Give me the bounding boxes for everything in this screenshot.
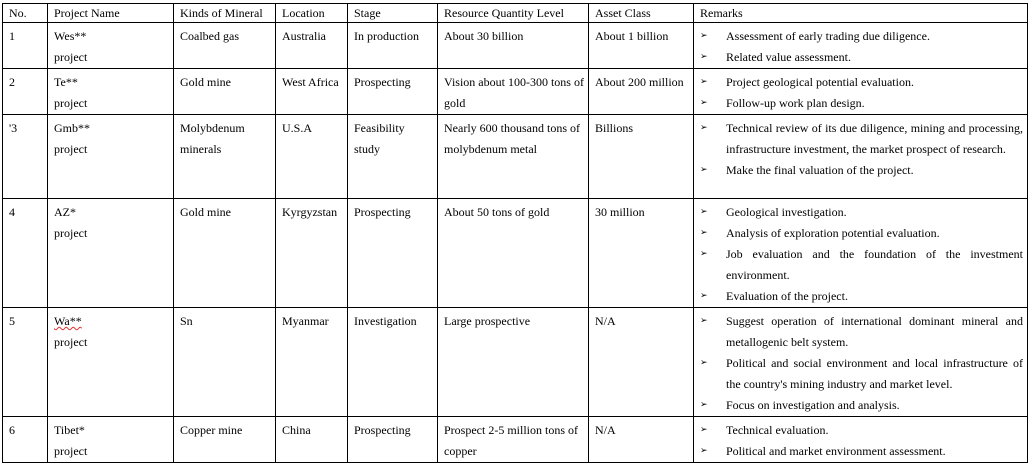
table-row (3, 308, 1028, 417)
remark-text: Assessment of early trading due diligence. (726, 29, 930, 43)
remark-item (700, 311, 1023, 353)
arrow-bullet-icon: ➢ (700, 446, 708, 456)
project-name: Wes** (54, 29, 87, 43)
remark-text: Technical evaluation. (726, 423, 829, 437)
remark-item (700, 72, 1023, 93)
cell-asset-class: 30 million (589, 199, 694, 308)
cell-project-name (48, 417, 174, 463)
remark-text: Political and market environment assessment. (726, 444, 946, 458)
cell-stage: Prospecting (348, 69, 438, 115)
cell-location: Myanmar (276, 308, 348, 417)
arrow-bullet-icon: ➢ (700, 425, 708, 435)
project-name: Te** (54, 75, 78, 89)
cell-remarks (694, 69, 1028, 115)
cell-mineral: Copper mine (174, 417, 276, 463)
cell-location: West Africa (276, 69, 348, 115)
table-row (3, 69, 1028, 115)
cell-location: Kyrgyzstan (276, 199, 348, 308)
header-row (3, 4, 1028, 23)
arrow-bullet-icon: ➢ (700, 400, 708, 410)
cell-project-name (48, 23, 174, 69)
project-suffix: project (54, 50, 88, 64)
arrow-bullet-icon: ➢ (700, 228, 708, 238)
remark-item (700, 202, 1023, 223)
cell-asset-class: N/A (589, 417, 694, 463)
remark-text: Related value assessment. (726, 50, 851, 64)
cell-asset-class: About 1 billion (589, 23, 694, 69)
project-name: Wa** (54, 314, 82, 328)
arrow-bullet-icon: ➢ (700, 77, 708, 87)
cell-no: 1 (3, 23, 48, 69)
cell-project-name (48, 199, 174, 308)
arrow-bullet-icon: ➢ (700, 249, 708, 259)
header-project-name: Project Name (48, 4, 174, 23)
arrow-bullet-icon: ➢ (700, 358, 708, 368)
cell-location: China (276, 417, 348, 463)
header-kinds-of-mineral: Kinds of Mineral (174, 4, 276, 23)
arrow-bullet-icon: ➢ (700, 31, 708, 41)
project-suffix: project (54, 142, 88, 156)
remark-text: Job evaluation and the foundation of the investment environment. (726, 247, 1023, 282)
remark-item (700, 441, 1023, 462)
remark-item (700, 353, 1023, 395)
remark-text: Geological investigation. (726, 205, 847, 219)
remark-text: Evaluation of the project. (726, 289, 848, 303)
cell-remarks (694, 308, 1028, 417)
project-suffix: project (54, 96, 88, 110)
remark-item (700, 160, 1023, 181)
cell-no: 6 (3, 417, 48, 463)
cell-resource-quantity: About 30 billion (438, 23, 589, 69)
table-row (3, 115, 1028, 199)
project-name: AZ* (54, 205, 76, 219)
arrow-bullet-icon: ➢ (700, 316, 708, 326)
remark-text: Make the final valuation of the project. (726, 163, 914, 177)
cell-resource-quantity: About 50 tons of gold (438, 199, 589, 308)
cell-project-name (48, 308, 174, 417)
arrow-bullet-icon: ➢ (700, 291, 708, 301)
remark-item (700, 395, 1023, 416)
project-suffix: project (54, 226, 88, 240)
header-resource-quantity: Resource Quantity Level (438, 4, 589, 23)
arrow-bullet-icon: ➢ (700, 123, 708, 133)
cell-stage: Prospecting (348, 417, 438, 463)
remark-text: Project geological potential evaluation. (726, 75, 914, 89)
table-row (3, 417, 1028, 463)
arrow-bullet-icon: ➢ (700, 52, 708, 62)
arrow-bullet-icon: ➢ (700, 207, 708, 217)
remark-item (700, 47, 1023, 68)
cell-resource-quantity: Nearly 600 thousand tons of molybdenum metal (438, 115, 589, 199)
cell-mineral: Gold mine (174, 69, 276, 115)
project-suffix: project (54, 444, 88, 458)
remark-text: Political and social environment and local infrastructure of the country's mining industry and market level. (726, 356, 1023, 391)
arrow-bullet-icon: ➢ (700, 98, 708, 108)
remark-item (700, 223, 1023, 244)
cell-asset-class: Billions (589, 115, 694, 199)
cell-mineral: Molybdenum minerals (174, 115, 276, 199)
cell-remarks (694, 115, 1028, 199)
cell-no: '3 (3, 115, 48, 199)
remark-text: Focus on investigation and analysis. (726, 398, 900, 412)
remark-item (700, 286, 1023, 307)
table-row (3, 199, 1028, 308)
cell-location: U.S.A (276, 115, 348, 199)
table-row (3, 23, 1028, 69)
cell-resource-quantity: Large prospective (438, 308, 589, 417)
arrow-bullet-icon: ➢ (700, 165, 708, 175)
remark-item (700, 93, 1023, 114)
project-suffix: project (54, 335, 88, 349)
project-name: Tibet* (54, 423, 85, 437)
cell-no: 4 (3, 199, 48, 308)
project-name: Gmb** (54, 121, 90, 135)
remark-text: Suggest operation of international dominant mineral and metallogenic belt system. (726, 314, 1023, 349)
cell-asset-class: N/A (589, 308, 694, 417)
cell-mineral: Sn (174, 308, 276, 417)
cell-stage: Feasibility study (348, 115, 438, 199)
remark-text: Follow-up work plan design. (726, 96, 865, 110)
cell-no: 5 (3, 308, 48, 417)
cell-no: 2 (3, 69, 48, 115)
header-location: Location (276, 4, 348, 23)
header-stage: Stage (348, 4, 438, 23)
cell-stage: In production (348, 23, 438, 69)
cell-location: Australia (276, 23, 348, 69)
cell-asset-class: About 200 million (589, 69, 694, 115)
header-no: No. (3, 4, 48, 23)
remark-item (700, 244, 1023, 286)
cell-stage: Investigation (348, 308, 438, 417)
cell-project-name (48, 115, 174, 199)
cell-remarks (694, 417, 1028, 463)
cell-resource-quantity: Prospect 2-5 million tons of copper (438, 417, 589, 463)
remark-item (700, 118, 1023, 160)
remark-item (700, 26, 1023, 47)
cell-remarks (694, 23, 1028, 69)
cell-remarks (694, 199, 1028, 308)
projects-table (2, 3, 1028, 463)
remark-text: Analysis of exploration potential evaluation. (726, 226, 940, 240)
cell-mineral: Coalbed gas (174, 23, 276, 69)
cell-mineral: Gold mine (174, 199, 276, 308)
cell-project-name (48, 69, 174, 115)
cell-stage: Prospecting (348, 199, 438, 308)
header-remarks: Remarks (694, 4, 1028, 23)
remark-text: Technical review of its due diligence, mining and processing, infrastructure investment, the market prospect of research. (726, 121, 1023, 156)
remark-item (700, 420, 1023, 441)
cell-resource-quantity: Vision about 100-300 tons of gold (438, 69, 589, 115)
header-asset-class: Asset Class (589, 4, 694, 23)
